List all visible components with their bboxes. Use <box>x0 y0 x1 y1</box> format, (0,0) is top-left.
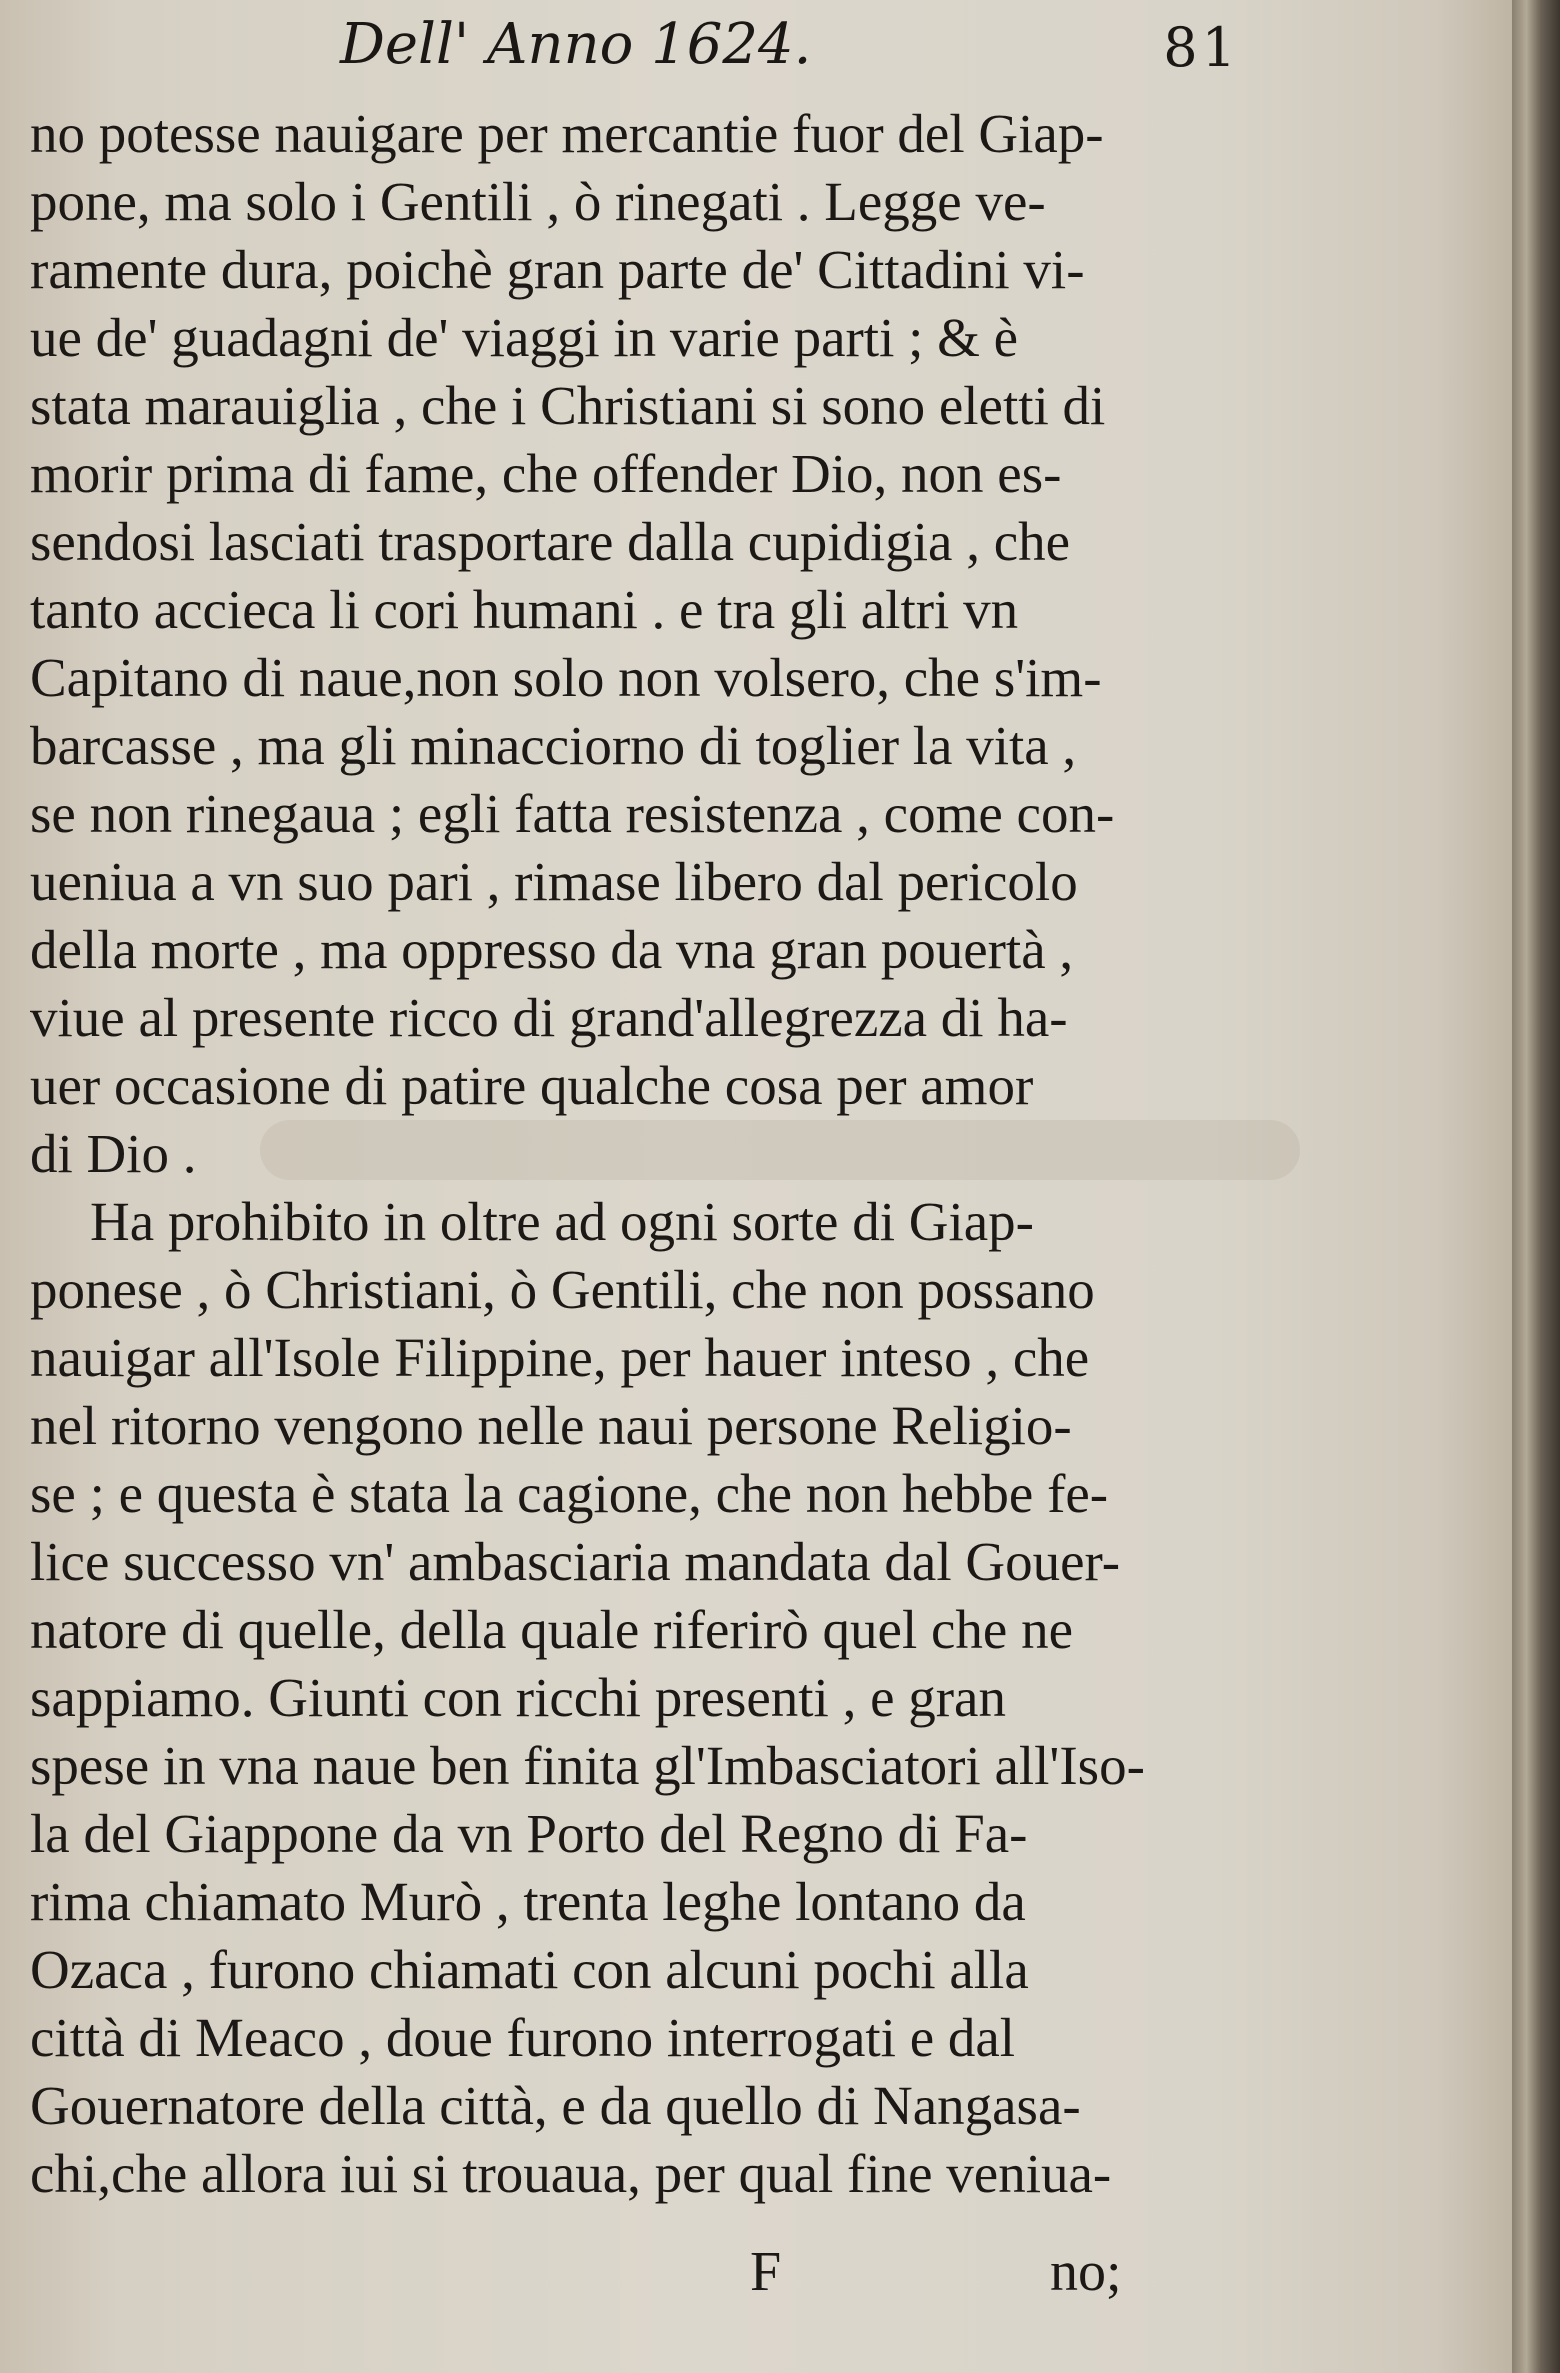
text-line: nel ritorno vengono nelle naui persone Religio- <box>30 1395 1072 1456</box>
text-line: viue al presente ricco di grand'allegrezza di ha- <box>30 987 1068 1048</box>
text-line: Ozaca , furono chiamati con alcuni pochi alla <box>30 1939 1029 2000</box>
text-line: sappiamo. Giunti con ricchi presenti , e gran <box>30 1667 1006 1728</box>
text-line: barcasse , ma gli minacciorno di toglier la vita , <box>30 715 1077 776</box>
text-line: tanto accieca li cori humani . e tra gli altri vn <box>30 579 1019 640</box>
text-line: natore di quelle, della quale riferirò quel che ne <box>30 1599 1073 1660</box>
text-line: Capitano di naue,non solo non volsero, che s'im- <box>30 647 1102 708</box>
page-number: 81 <box>1163 16 1240 79</box>
text-line: nauigar all'Isole Filippine, per hauer inteso , che <box>30 1327 1090 1388</box>
text-line: lice successo vn' ambasciaria mandata dal Gouer- <box>30 1531 1121 1592</box>
text-line: chi,che allora iui si trouaua, per qual fine veniua- <box>30 2143 1112 2204</box>
text-line: ueniua a vn suo pari , rimase libero dal pericolo <box>30 851 1078 912</box>
text-line: uer occasione di patire qualche cosa per amor <box>30 1055 1034 1116</box>
text-line: se non rinegaua ; egli fatta resistenza , come con- <box>30 783 1115 844</box>
text-line: se ; e questa è stata la cagione, che non hebbe fe- <box>30 1463 1109 1524</box>
catchword: no; <box>1050 2241 1122 2303</box>
book-page-edge <box>1512 0 1560 2373</box>
text-line: ponese , ò Christiani, ò Gentili, che non possano <box>30 1259 1095 1320</box>
paragraph-first-line: Ha prohibito in oltre ad ogni sorte di Giap- <box>90 1191 1034 1252</box>
page-footer <box>0 2240 1512 2320</box>
text-line: sendosi lasciati trasportare dalla cupidigia , che <box>30 511 1071 572</box>
signature-mark: F <box>750 2241 782 2303</box>
text-line: la del Giappone da vn Porto del Regno di Fa- <box>30 1803 1028 1864</box>
text-line: pone, ma solo i Gentili , ò rinegati . Legge ve- <box>30 171 1046 232</box>
text-line: ramente dura, poichè gran parte de' Cittadini vi- <box>30 239 1085 300</box>
text-line: rima chiamato Murò , trenta leghe lontano da <box>30 1871 1026 1932</box>
body-text <box>30 100 1230 2208</box>
text-line: spese in vna naue ben finita gl'Imbasciatori all'Iso- <box>30 1735 1145 1796</box>
text-line: città di Meaco , doue furono interrogati e dal <box>30 2007 1016 2068</box>
text-line: stata marauiglia , che i Christiani si sono eletti di <box>30 375 1106 436</box>
text-line: morir prima di fame, che offender Dio, non es- <box>30 443 1062 504</box>
text-line: Gouernatore della città, e da quello di Nangasa- <box>30 2075 1081 2136</box>
page-header <box>340 12 1240 92</box>
text-line: ue de' guadagni de' viaggi in varie parti ; & è <box>30 307 1019 368</box>
running-head: Dell' Anno 1624. <box>340 12 812 77</box>
text-line: di Dio . <box>30 1123 197 1184</box>
text-line: della morte , ma oppresso da vna gran pouertà , <box>30 919 1074 980</box>
text-line: no potesse nauigare per mercantie fuor del Giap- <box>30 103 1104 164</box>
